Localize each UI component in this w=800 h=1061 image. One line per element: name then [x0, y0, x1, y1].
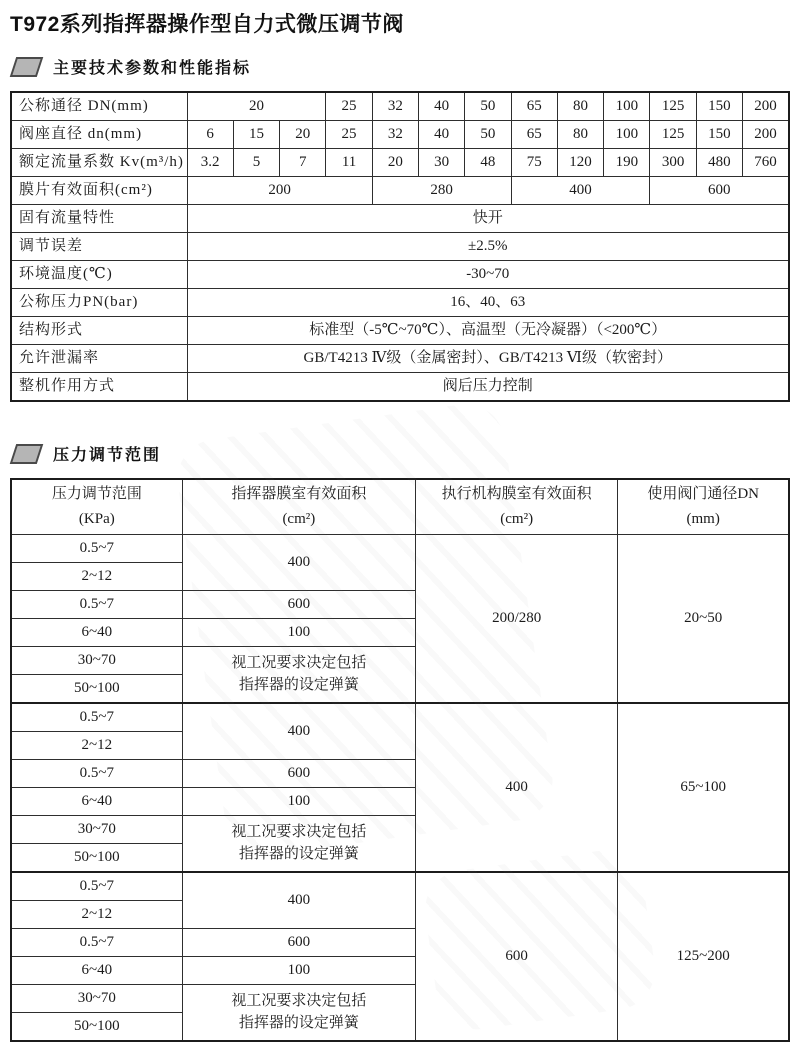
row-label-cell: 环境温度(℃) [11, 261, 187, 289]
value-cell: 20 [372, 149, 418, 177]
value-cell: 30 [418, 149, 464, 177]
value-cell: 300 [650, 149, 696, 177]
value-cell: 190 [604, 149, 650, 177]
value-cell: 600 [182, 760, 415, 788]
value-cell: 400 [182, 872, 415, 929]
value-cell: 11 [326, 149, 372, 177]
value-cell: 125 [650, 121, 696, 149]
value-cell: 0.5~7 [11, 872, 182, 901]
value-cell: 50~100 [11, 675, 182, 704]
column-header: 指挥器膜室有效面积 (cm²) [182, 479, 415, 535]
table-row [11, 345, 789, 373]
section-title-range: 压力调节范围 [53, 447, 162, 464]
column-header: 使用阀门通径DN (mm) [618, 479, 789, 535]
value-cell: 100 [182, 788, 415, 816]
value-cell: 600 [416, 872, 618, 1041]
value-cell: 6~40 [11, 788, 182, 816]
tech-spec-table-body [11, 92, 789, 401]
value-cell: 125 [650, 92, 696, 121]
table-row [11, 177, 789, 205]
value-cell: 75 [511, 149, 557, 177]
tech-spec-table [10, 91, 790, 402]
value-cell: 40 [418, 121, 464, 149]
table-row [11, 289, 789, 317]
value-cell: 80 [557, 92, 603, 121]
value-cell: 125~200 [618, 872, 789, 1041]
row-label-cell: 公称通径 DN(mm) [11, 92, 187, 121]
value-cell: 200/280 [416, 535, 618, 704]
row-label-cell: 调节误差 [11, 233, 187, 261]
value-cell: 20 [280, 121, 326, 149]
table-row [11, 703, 789, 732]
value-cell: 0.5~7 [11, 760, 182, 788]
value-cell: 600 [182, 929, 415, 957]
value-cell: 视工况要求决定包括 指挥器的设定弹簧 [182, 985, 415, 1042]
value-cell: 150 [696, 92, 742, 121]
value-cell: 400 [182, 703, 415, 760]
value-cell: 65~100 [618, 703, 789, 872]
value-cell: GB/T4213 Ⅳ级（金属密封）、GB/T4213 Ⅵ级（软密封） [187, 345, 789, 373]
value-cell: 3.2 [187, 149, 233, 177]
value-cell: 600 [182, 591, 415, 619]
value-cell: 25 [326, 92, 372, 121]
value-cell: 32 [372, 92, 418, 121]
parallelogram-icon [10, 444, 43, 464]
value-cell: 65 [511, 121, 557, 149]
value-cell: 快开 [187, 205, 789, 233]
row-label-cell: 整机作用方式 [11, 373, 187, 402]
value-cell: 2~12 [11, 901, 182, 929]
table-row [11, 535, 789, 563]
row-label-cell: 阀座直径 dn(mm) [11, 121, 187, 149]
value-cell: 80 [557, 121, 603, 149]
value-cell: 2~12 [11, 732, 182, 760]
value-cell: 50 [465, 121, 511, 149]
value-cell: -30~70 [187, 261, 789, 289]
value-cell: 2~12 [11, 563, 182, 591]
value-cell: 0.5~7 [11, 929, 182, 957]
value-cell: 100 [182, 957, 415, 985]
value-cell: 15 [233, 121, 279, 149]
row-label-cell: 允许泄漏率 [11, 345, 187, 373]
value-cell: 100 [604, 121, 650, 149]
value-cell: 7 [280, 149, 326, 177]
value-cell: 400 [182, 535, 415, 591]
row-label-cell: 公称压力PN(bar) [11, 289, 187, 317]
value-cell: 5 [233, 149, 279, 177]
value-cell: 6~40 [11, 619, 182, 647]
value-cell: 65 [511, 92, 557, 121]
value-cell: 600 [650, 177, 789, 205]
row-label-cell: 额定流量系数 Kv(m³/h) [11, 149, 187, 177]
parallelogram-icon [10, 57, 43, 77]
value-cell: 30~70 [11, 647, 182, 675]
section-title-tech: 主要技术参数和性能指标 [53, 60, 252, 77]
value-cell: 25 [326, 121, 372, 149]
value-cell: 40 [418, 92, 464, 121]
value-cell: 32 [372, 121, 418, 149]
value-cell: 视工况要求决定包括 指挥器的设定弹簧 [182, 647, 415, 704]
table-row [11, 479, 789, 535]
value-cell: 400 [511, 177, 650, 205]
row-label-cell: 固有流量特性 [11, 205, 187, 233]
value-cell: 20~50 [618, 535, 789, 704]
table-row [11, 261, 789, 289]
value-cell: 48 [465, 149, 511, 177]
value-cell: 30~70 [11, 816, 182, 844]
value-cell: 100 [182, 619, 415, 647]
row-label-cell: 膜片有效面积(cm²) [11, 177, 187, 205]
value-cell: 200 [743, 92, 789, 121]
column-header: 执行机构膜室有效面积 (cm²) [416, 479, 618, 535]
value-cell: 6 [187, 121, 233, 149]
value-cell: 150 [696, 121, 742, 149]
value-cell: 0.5~7 [11, 703, 182, 732]
table-row [11, 121, 789, 149]
value-cell: 20 [187, 92, 326, 121]
value-cell: 50~100 [11, 844, 182, 873]
table-row [11, 205, 789, 233]
value-cell: ±2.5% [187, 233, 789, 261]
value-cell: 200 [187, 177, 372, 205]
value-cell: 标准型（-5℃~70℃）、高温型（无冷凝器）（<200℃） [187, 317, 789, 345]
pressure-range-table [10, 478, 790, 1042]
value-cell: 16、40、63 [187, 289, 789, 317]
row-label-cell: 结构形式 [11, 317, 187, 345]
pressure-range-table-body [11, 479, 789, 1041]
column-header: 压力调节范围 (KPa) [11, 479, 182, 535]
value-cell: 30~70 [11, 985, 182, 1013]
value-cell: 0.5~7 [11, 591, 182, 619]
value-cell: 视工况要求决定包括 指挥器的设定弹簧 [182, 816, 415, 873]
section-header-range [10, 442, 790, 465]
value-cell: 200 [743, 121, 789, 149]
section-header-tech [10, 55, 790, 78]
value-cell: 280 [372, 177, 511, 205]
table-row [11, 149, 789, 177]
value-cell: 400 [416, 703, 618, 872]
value-cell: 50~100 [11, 1013, 182, 1042]
value-cell: 480 [696, 149, 742, 177]
table-row [11, 92, 789, 121]
value-cell: 50 [465, 92, 511, 121]
value-cell: 阀后压力控制 [187, 373, 789, 402]
table-row [11, 233, 789, 261]
table-row [11, 872, 789, 901]
value-cell: 100 [604, 92, 650, 121]
value-cell: 0.5~7 [11, 535, 182, 563]
value-cell: 6~40 [11, 957, 182, 985]
table-row [11, 317, 789, 345]
table-row [11, 373, 789, 402]
value-cell: 120 [557, 149, 603, 177]
page-title: T972系列指挥器操作型自力式微压调节阀 [10, 13, 404, 36]
value-cell: 760 [743, 149, 789, 177]
